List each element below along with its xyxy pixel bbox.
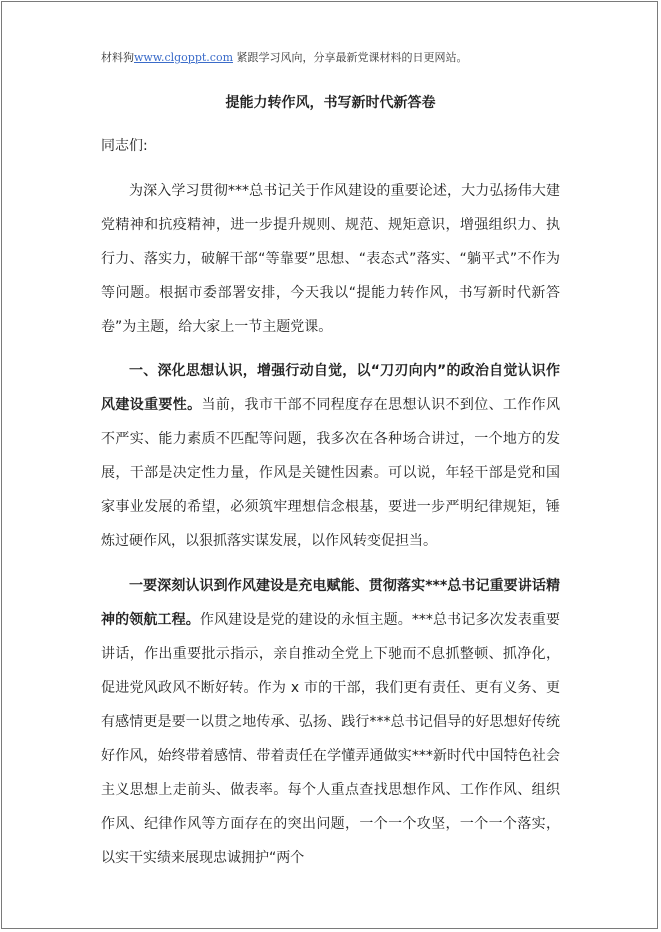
header-prefix: 材料狗 [101,51,134,64]
section-body: 当前，我市干部不同程度存在思想认识不到位、工作作风不严实、能力素质不匹配等问题，我多次在各种场合讲过，一个地方的发展，干部是决定性力量，作风是关键性因素。可以说，年轻干部是党和国家事业发展的希望，必须筑牢理想信念根基，要进一步严明纪律规矩，锤炼过硬作风，以狠抓落实谋发展，以作风转变促担当。 [101,397,560,549]
paragraph-point-1 [101,569,560,875]
site-link[interactable]: www.clgoppt.com [134,51,233,64]
paragraph-intro: 为深入学习贯彻***总书记关于作风建设的重要论述，大力弘扬伟大建党精神和抗疫精神，进一步提升规则、规范、规矩意识，增强组织力、执行力、落实力，破解干部“等靠要”思想、“表态式”落实、“躺平式”不作为等问题。根据市委部署安排，今天我以“提能力转作风，书写新时代新答卷”为主题，给大家上一节主题党课。 [101,183,560,335]
point-heading: 一要深刻认识到作风建设是充电赋能、贯彻落实***总书记重要讲话精神的领航工程。 [101,578,560,628]
header-suffix: 紧跟学习风向，分享最新党课材料的日更网站。 [233,51,468,64]
site-header [101,50,468,66]
paragraph-section-1 [101,354,560,558]
document-title: 提能力转作风，书写新时代新答卷 [225,95,436,111]
greeting: 同志们: [101,138,148,154]
point-body: 作风建设是党的建设的永恒主题。***总书记多次发表重要讲话，作出重要批示指示，亲自推动全党上下驰而不息抓整顿、抓净化，促进党风政风不断好转。作为 x 市的干部，我们更有责任、更有义务、更有感情更是要一以贯之地传承、弘扬、践行***总书记倡导的好思想好传统好作风，始终带着感情、带着责任在学懂弄通做实***新时代中国特色社会主义思想上走前头、做表率。每个人重点查找思想作风、工作作风、组织作风、纪律作风等方面存在的突出问题，一个一个攻坚，一个一个落实，以实干实绩来展现忠诚拥护“两个 [101,612,561,866]
section-heading: 一、深化思想认识，增强行动自觉，以“刀刃向内”的政治自觉认识作风建设重要性。 [101,363,560,413]
